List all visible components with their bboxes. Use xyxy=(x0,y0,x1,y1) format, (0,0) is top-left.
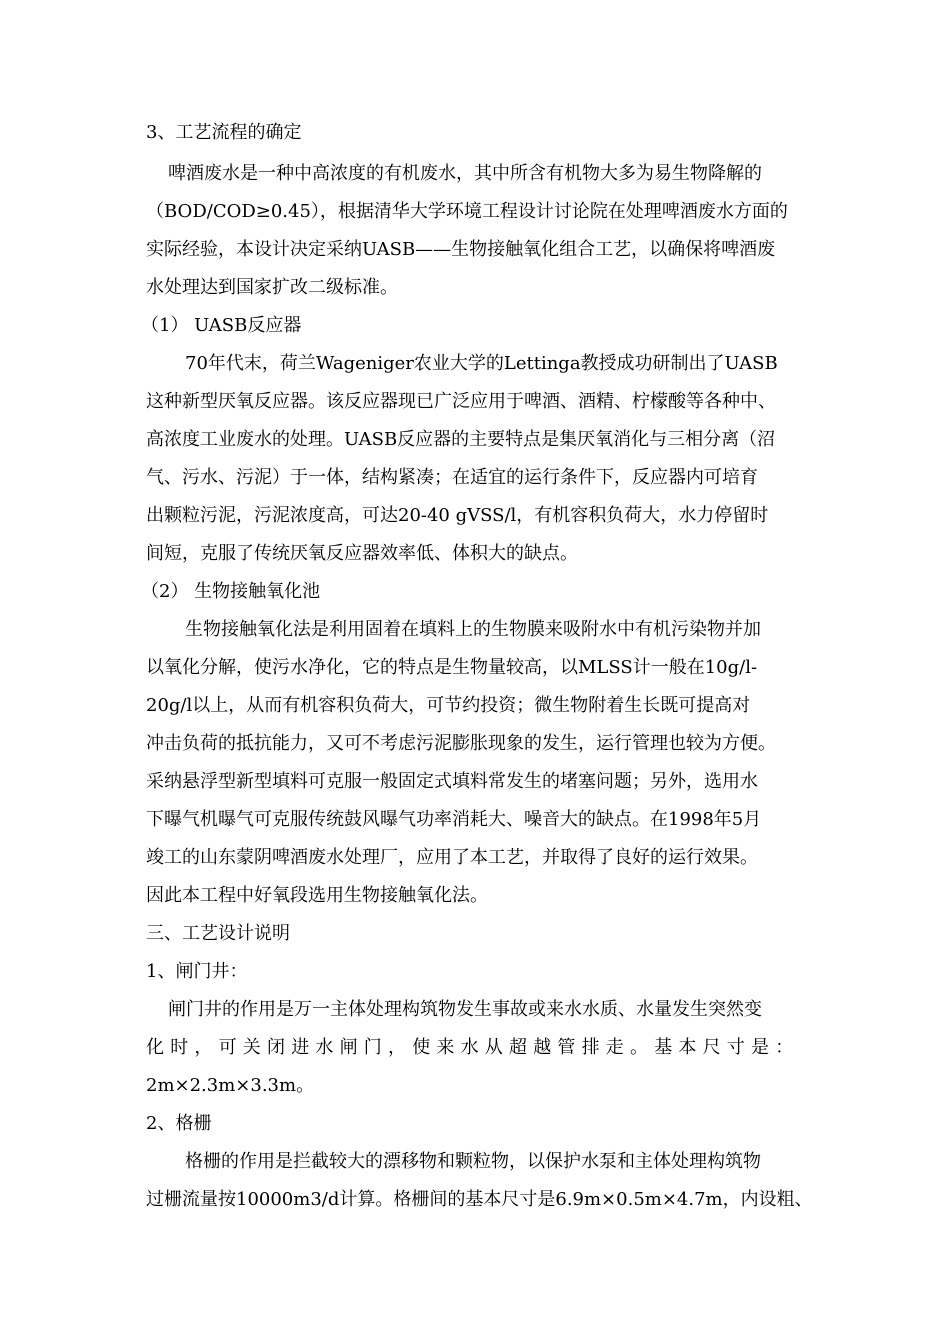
paragraph-line: 格栅的作用是拦截较大的漂移物和颗粒物，以保护水泵和主体处理构筑物 xyxy=(185,1151,761,1172)
paragraph-line: 高浓度工业废水的处理。UASB反应器的主要特点是集厌氧消化与三相分离（沼 xyxy=(146,429,776,450)
paragraph-line: 70年代末，荷兰Wageniger农业大学的Lettinga教授成功研制出了UASB xyxy=(185,353,778,374)
paragraph-line: （BOD/COD≥0.45），根据清华大学环境工程设计讨论院在处理啤酒废水方面的 xyxy=(146,201,788,222)
section-heading: 1、闸门井： xyxy=(146,961,248,982)
paragraph-line: 过栅流量按10000m3/d计算。格栅间的基本尺寸是6.9m×0.5m×4.7m，内设粗、 xyxy=(146,1189,813,1210)
paragraph-line: 间短，克服了传统厌氧反应器效率低、体积大的缺点。 xyxy=(146,543,578,564)
paragraph-line: 化时，可关闭进水闸门，使来水从超越管排走。基本尺寸是： xyxy=(146,1037,800,1058)
subsection-heading: （2） 生物接触氧化池 xyxy=(141,581,321,602)
paragraph-line: 因此本工程中好氧段选用生物接触氧化法。 xyxy=(146,885,488,906)
paragraph-line: 2m×2.3m×3.3m。 xyxy=(146,1075,315,1096)
paragraph-line: 以氧化分解，使污水净化，它的特点是生物量较高，以MLSS计一般在10g/l- xyxy=(146,657,758,678)
paragraph-line: 采纳悬浮型新型填料可克服一般固定式填料常发生的堵塞问题；另外，选用水 xyxy=(146,771,758,792)
paragraph-line: 冲击负荷的抵抗能力，又可不考虑污泥膨胀现象的发生，运行管理也较为方便。 xyxy=(146,733,776,754)
subsection-heading: （1） UASB反应器 xyxy=(141,315,302,336)
section-heading: 3、工艺流程的确定 xyxy=(146,122,302,143)
paragraph-line: 竣工的山东蒙阴啤酒废水处理厂，应用了本工艺，并取得了良好的运行效果。 xyxy=(146,847,758,868)
paragraph-line: 实际经验，本设计决定采纳UASB——生物接触氧化组合工艺，以确保将啤酒废 xyxy=(146,239,776,260)
paragraph-line: 生物接触氧化法是利用固着在填料上的生物膜来吸附水中有机污染物并加 xyxy=(185,619,761,640)
paragraph-line: 气、污水、污泥）于一体，结构紧凑；在适宜的运行条件下，反应器内可培育 xyxy=(146,467,758,488)
paragraph-line: 20g/l以上，从而有机容积负荷大，可节约投资；微生物附着生长既可提高对 xyxy=(146,695,751,716)
paragraph-line: 这种新型厌氧反应器。该反应器现已广泛应用于啤酒、酒精、柠檬酸等各种中、 xyxy=(146,391,776,412)
section-heading: 三、工艺设计说明 xyxy=(146,923,290,944)
paragraph-line: 出颗粒污泥，污泥浓度高，可达20-40 gVSS/l，有机容积负荷大，水力停留时 xyxy=(146,505,769,526)
paragraph-line: 啤酒废水是一种中高浓度的有机废水，其中所含有机物大多为易生物降解的 xyxy=(168,163,762,184)
paragraph-line: 下曝气机曝气可克服传统鼓风曝气功率消耗大、噪音大的缺点。在1998年5月 xyxy=(146,809,762,830)
paragraph-line: 水处理达到国家扩改二级标准。 xyxy=(146,277,398,298)
paragraph-line: 闸门井的作用是万一主体处理构筑物发生事故或来水水质、水量发生突然变 xyxy=(168,999,762,1020)
section-heading: 2、格栅 xyxy=(146,1113,212,1134)
